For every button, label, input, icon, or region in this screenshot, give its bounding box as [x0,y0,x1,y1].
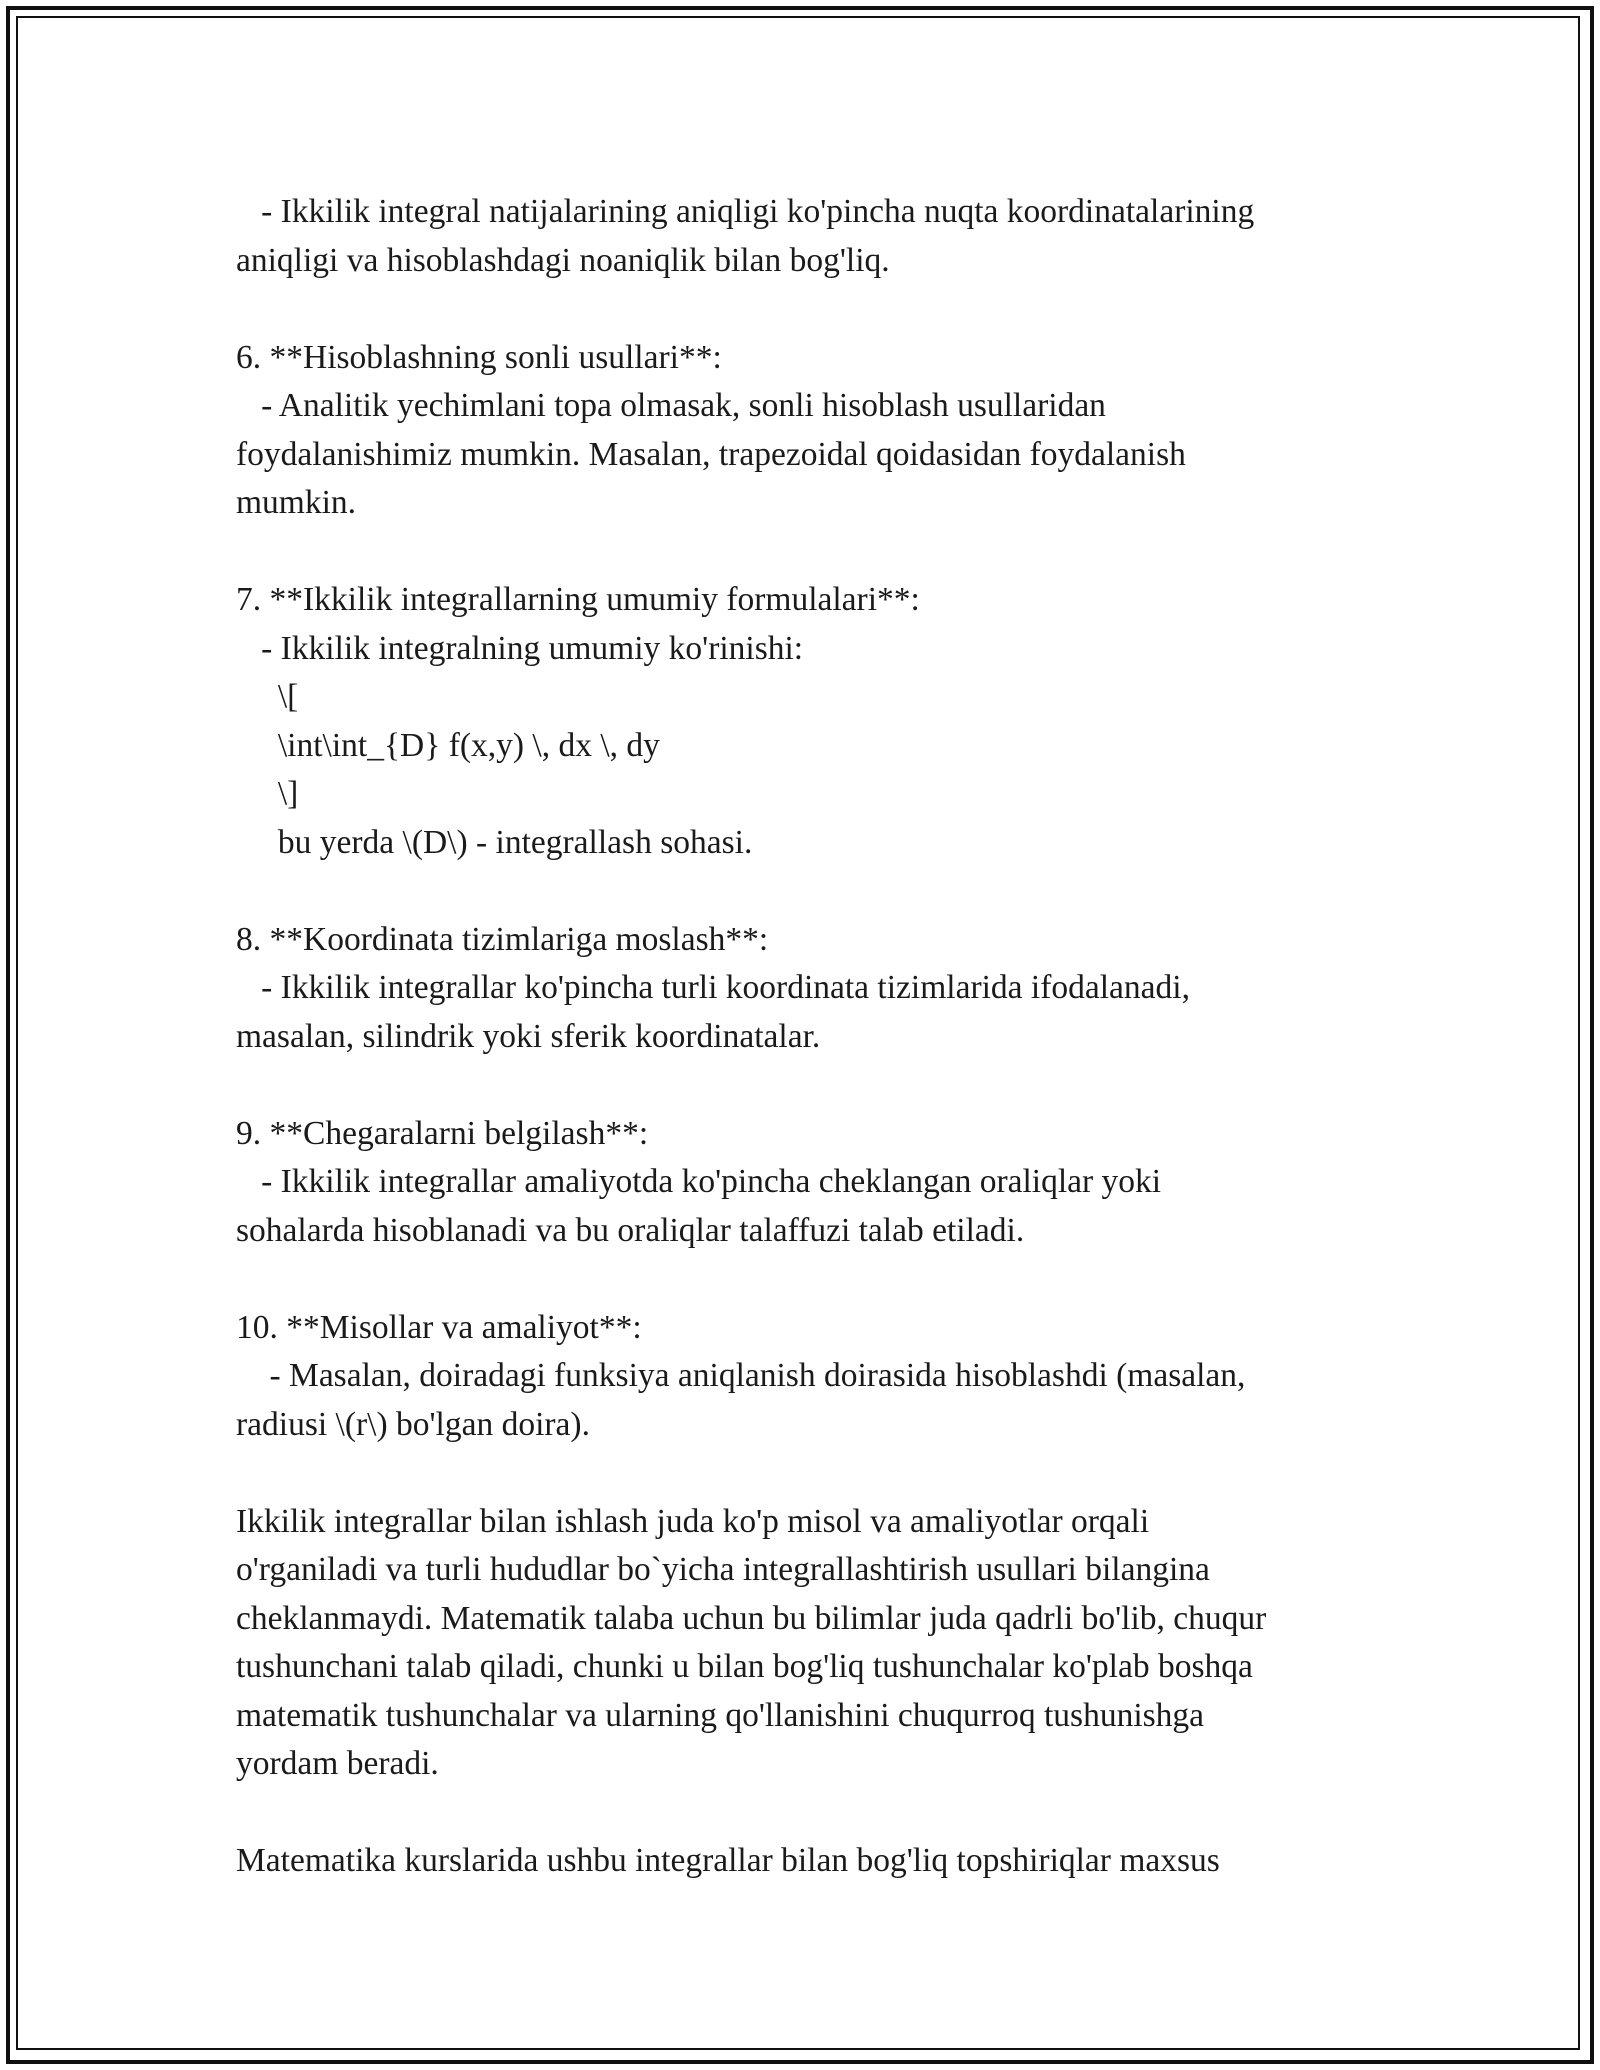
text-line: o'rganiladi va turli hududlar bo`yicha integrallashtirish usullari bilangina [236,1551,1210,1588]
paragraph-accuracy [236,188,1376,285]
section-heading: 8. **Koordinata tizimlariga moslash**: [236,920,769,958]
paragraph-courses [236,1837,1376,1886]
formula-line: \] [236,775,299,812]
text-line: - Ikkilik integrallar ko'pincha turli koordinata tizimlarida ifodalanadi, [236,969,1190,1006]
text-line: mumkin. [236,484,357,521]
section-heading: 10. **Misollar va amaliyot**: [236,1308,642,1346]
text-line: aniqligi va hisoblashdagi noaniqlik bilan bog'liq. [236,241,890,279]
formula-line: \int\int_{D} f(x,y) \, dx \, dy [236,726,660,764]
text-line: masalan, silindrik yoki sferik koordinatalar. [236,1017,821,1055]
text-line: - Masalan, doiradagi funksiya aniqlanish doirasida hisoblashdi (masalan, [236,1357,1246,1394]
text-line: yordam beradi. [236,1745,439,1782]
text-line: cheklanmaydi. Matematik talaba uchun bu bilimlar juda qadrli bo'lib, chuqur [236,1599,1267,1637]
text-line: bu yerda \(D\) - integrallash sohasi. [236,823,753,861]
text-line: - Ikkilik integrallar amaliyotda ko'pincha cheklangan oraliqlar yoki [236,1163,1162,1200]
paragraph-general-formulas [236,576,1376,867]
text-line: sohalarda hisoblanadi va bu oraliqlar talaffuzi talab etiladi. [236,1211,1025,1249]
document-body [236,188,1376,1934]
text-line: tushunchani talab qiladi, chunki u bilan bog'liq tushunchalar ko'plab boshqa [236,1648,1253,1685]
text-line: - Analitik yechimlani topa olmasak, sonli hisoblash usullaridan [236,387,1106,424]
paragraph-boundaries [236,1110,1376,1256]
text-line: - Ikkilik integral natijalarining aniqligi ko'pincha nuqta koordinatalarining [236,193,1255,230]
text-line: Ikkilik integrallar bilan ishlash juda ko'p misol va amaliyotlar orqali [236,1502,1150,1540]
paragraph-numerical-methods [236,334,1376,528]
paragraph-coordinate-systems [236,916,1376,1062]
paragraph-examples [236,1304,1376,1450]
paragraph-conclusion [236,1498,1376,1789]
text-line: matematik tushunchalar va ularning qo'llanishini chuqurroq tushunishga [236,1696,1205,1734]
section-heading: 6. **Hisoblashning sonli usullari**: [236,338,722,376]
text-line: foydalanishimiz mumkin. Masalan, trapezoidal qoidasidan foydalanish [236,435,1186,473]
text-line: - Ikkilik integralning umumiy ko'rinishi: [236,629,804,667]
formula-line: \[ [236,678,299,715]
text-line: radiusi \(r\) bo'lgan doira). [236,1405,590,1443]
section-heading: 9. **Chegaralarni belgilash**: [236,1114,649,1152]
text-line: Matematika kurslarida ushbu integrallar bilan bog'liq topshiriqlar maxsus [236,1842,1220,1879]
section-heading: 7. **Ikkilik integrallarning umumiy formulalari**: [236,581,920,618]
